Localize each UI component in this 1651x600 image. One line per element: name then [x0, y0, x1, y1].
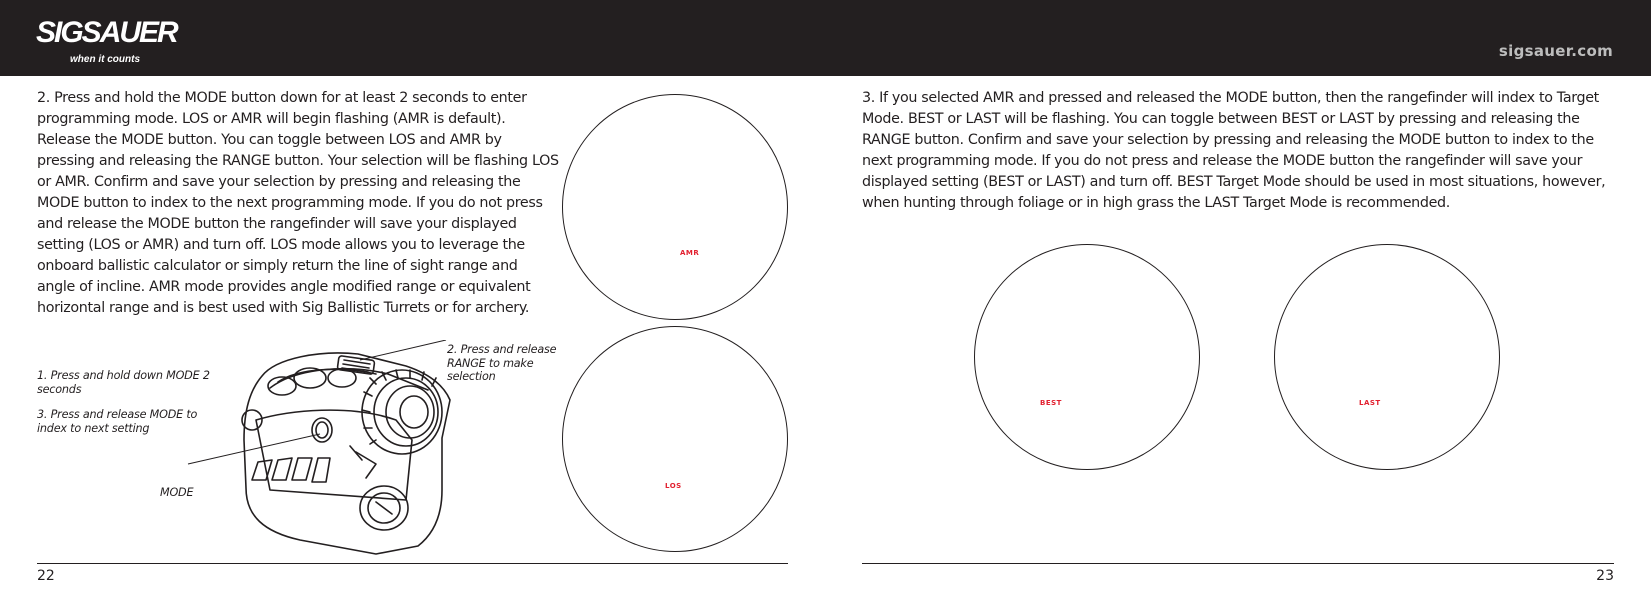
site-url[interactable]: sigsauer.com: [1498, 42, 1613, 60]
display-circle-best: [974, 244, 1200, 470]
callout-mode-label: MODE: [160, 486, 194, 499]
right-page-rule: [862, 563, 1614, 564]
display-label-last: LAST: [1359, 399, 1381, 407]
page-number-right: 23: [1596, 568, 1614, 584]
display-circle-amr: [562, 94, 788, 320]
display-label-best: BEST: [1040, 399, 1062, 407]
callout-next-setting: 3. Press and release MODE to index to next setting: [37, 408, 198, 435]
header-bar: [0, 0, 1651, 76]
logo-tagline: when it counts: [70, 54, 140, 65]
callout-range-selection: 2. Press and release RANGE to make selection: [447, 343, 557, 383]
sig-sauer-logo: [36, 16, 177, 68]
left-page-rule: [37, 563, 788, 564]
callout-hold-mode: 1. Press and hold down MODE 2 seconds: [37, 369, 210, 396]
page-number-left: 22: [37, 568, 55, 584]
display-circle-los: [562, 326, 788, 552]
right-page-paragraph: 3. If you selected AMR and pressed and released the MODE button, then the rangefinder will index to Target Mode. BEST or LAST will be flashing. You can toggle between BEST or LAST by pressing and releasing the RANGE button. Confirm and save your selection by pressing and releasing the MODE button to index to the next programming mode. If you do not press and release the MODE button the rangefinder will save your displayed setting (BEST or LAST) and turn off. BEST Target Mode should be used in most situations, however, when hunting through foliage or in high grass the LAST Target Mode is recommended.: [862, 90, 1606, 211]
rangefinder-illustration: [180, 340, 560, 560]
left-page-paragraph: 2. Press and hold the MODE button down for at least 2 seconds to enter programming mode. LOS or AMR will begin flashing (AMR is default). Release the MODE button. You can toggle between LOS and AMR by pressing and releasing the RANGE button. Your selection will be flashing LOS or AMR. Confirm and save your selection by pressing and releasing the MODE button to index to the next programming mode. If you do not press and release the MODE button the rangefinder will save your displayed setting (LOS or AMR) and turn off. LOS mode allows you to leverage the onboard ballistic calculator or simply return the line of sight range and angle of incline. AMR mode provides angle modified range or equivalent horizontal range and is best used with Sig Ballistic Turrets or for archery.: [37, 90, 559, 316]
display-circle-last: [1274, 244, 1500, 470]
display-label-amr: AMR: [680, 249, 700, 257]
logo-brand: SIGSAUER: [36, 16, 177, 49]
display-label-los: LOS: [665, 482, 682, 490]
